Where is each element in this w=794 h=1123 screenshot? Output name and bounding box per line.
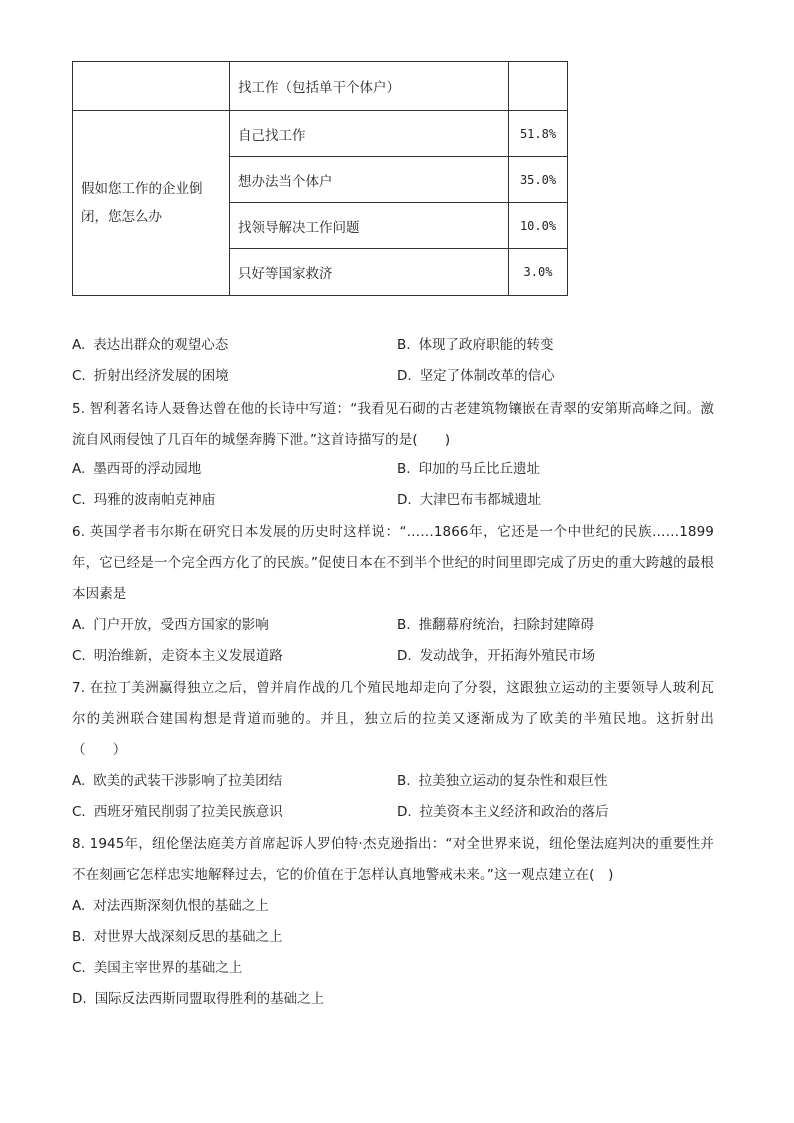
q4-option-b: B. 体现了政府职能的转变	[397, 337, 554, 353]
table-row	[73, 111, 568, 157]
q8-stem: 8. 1945年，纽伦堡法庭美方首席起诉人罗伯特·杰克逊指出：“对全世界来说，纽伦堡法庭判决的重要性并不在刻画它怎样忠实地解释过去，它的价值在于怎样认真地警戒未来。”这一观点建立在( )	[72, 836, 714, 883]
q5-option-a: A. 墨西哥的浮动园地	[72, 461, 202, 477]
table-cell-empty	[509, 62, 568, 111]
q7-option-c: C. 西班牙殖民削弱了拉美民族意识	[72, 804, 283, 820]
q4-option-c: C. 折射出经济发展的困境	[72, 368, 229, 384]
q8-option-d: D. 国际反法西斯同盟取得胜利的基础之上	[72, 991, 325, 1007]
q6-option-a: A. 门户开放，受西方国家的影响	[72, 617, 269, 633]
q5-option-d: D. 大津巴布韦都城遗址	[397, 492, 542, 508]
table-question: 假如您工作的企业倒闭，您怎么办	[73, 111, 230, 296]
table-header-option: 找工作（包括单干个体户）	[230, 62, 509, 111]
q6-option-b: B. 推翻幕府统治，扫除封建障碍	[397, 617, 595, 633]
table-percent: 3.0%	[509, 249, 568, 296]
q5-stem: 5. 智利著名诗人聂鲁达曾在他的长诗中写道：“我看见石砌的古老建筑物镶嵌在青翠的安第斯高峰之间。激流自风雨侵蚀了几百年的城堡奔腾下泄。”这首诗描写的是( )	[72, 401, 714, 448]
q7-option-b: B. 拉美独立运动的复杂性和艰巨性	[397, 773, 608, 789]
table-option: 只好等国家救济	[230, 249, 509, 296]
table-option: 自己找工作	[230, 111, 509, 157]
survey-table	[72, 61, 568, 296]
table-percent: 10.0%	[509, 203, 568, 249]
q6-stem: 6. 英国学者韦尔斯在研究日本发展的历史时这样说：“……1866年，它还是一个中世纪的民族……1899年，它已经是一个完全西方化了的民族。”促使日本在不到半个世纪的时间里即完成了历史的重大跨越的最根本因素是	[72, 524, 714, 602]
q8-option-c: C. 美国主宰世界的基础之上	[72, 960, 243, 976]
q7-option-d: D. 拉美资本主义经济和政治的落后	[397, 804, 609, 820]
q7-option-a: A. 欧美的武装干涉影响了拉美团结	[72, 773, 283, 789]
table-option: 想办法当个体户	[230, 157, 509, 203]
table-row	[73, 62, 568, 111]
table-percent: 35.0%	[509, 157, 568, 203]
q6-option-d: D. 发动战争，开拓海外殖民市场	[397, 648, 596, 664]
table-option: 找领导解决工作问题	[230, 203, 509, 249]
table-cell-empty	[73, 62, 230, 111]
q4-option-d: D. 坚定了体制改革的信心	[397, 368, 555, 384]
q8-option-a: A. 对法西斯深刻仇恨的基础之上	[72, 898, 269, 914]
table-percent: 51.8%	[509, 111, 568, 157]
q6-option-c: C. 明治维新，走资本主义发展道路	[72, 648, 283, 664]
q8-option-b: B. 对世界大战深刻反思的基础之上	[72, 929, 283, 945]
q5-option-c: C. 玛雅的波南帕克神庙	[72, 492, 216, 508]
q7-stem: 7. 在拉丁美洲赢得独立之后，曾并肩作战的几个殖民地却走向了分裂，这跟独立运动的主要领导人玻利瓦尔的美洲联合建国构想是背道而驰的。并且，独立后的拉美又逐渐成为了欧美的半殖民地。这折射出（ ）	[72, 680, 714, 758]
q4-option-a: A. 表达出群众的观望心态	[72, 337, 229, 353]
q5-option-b: B. 印加的马丘比丘遗址	[397, 461, 541, 477]
